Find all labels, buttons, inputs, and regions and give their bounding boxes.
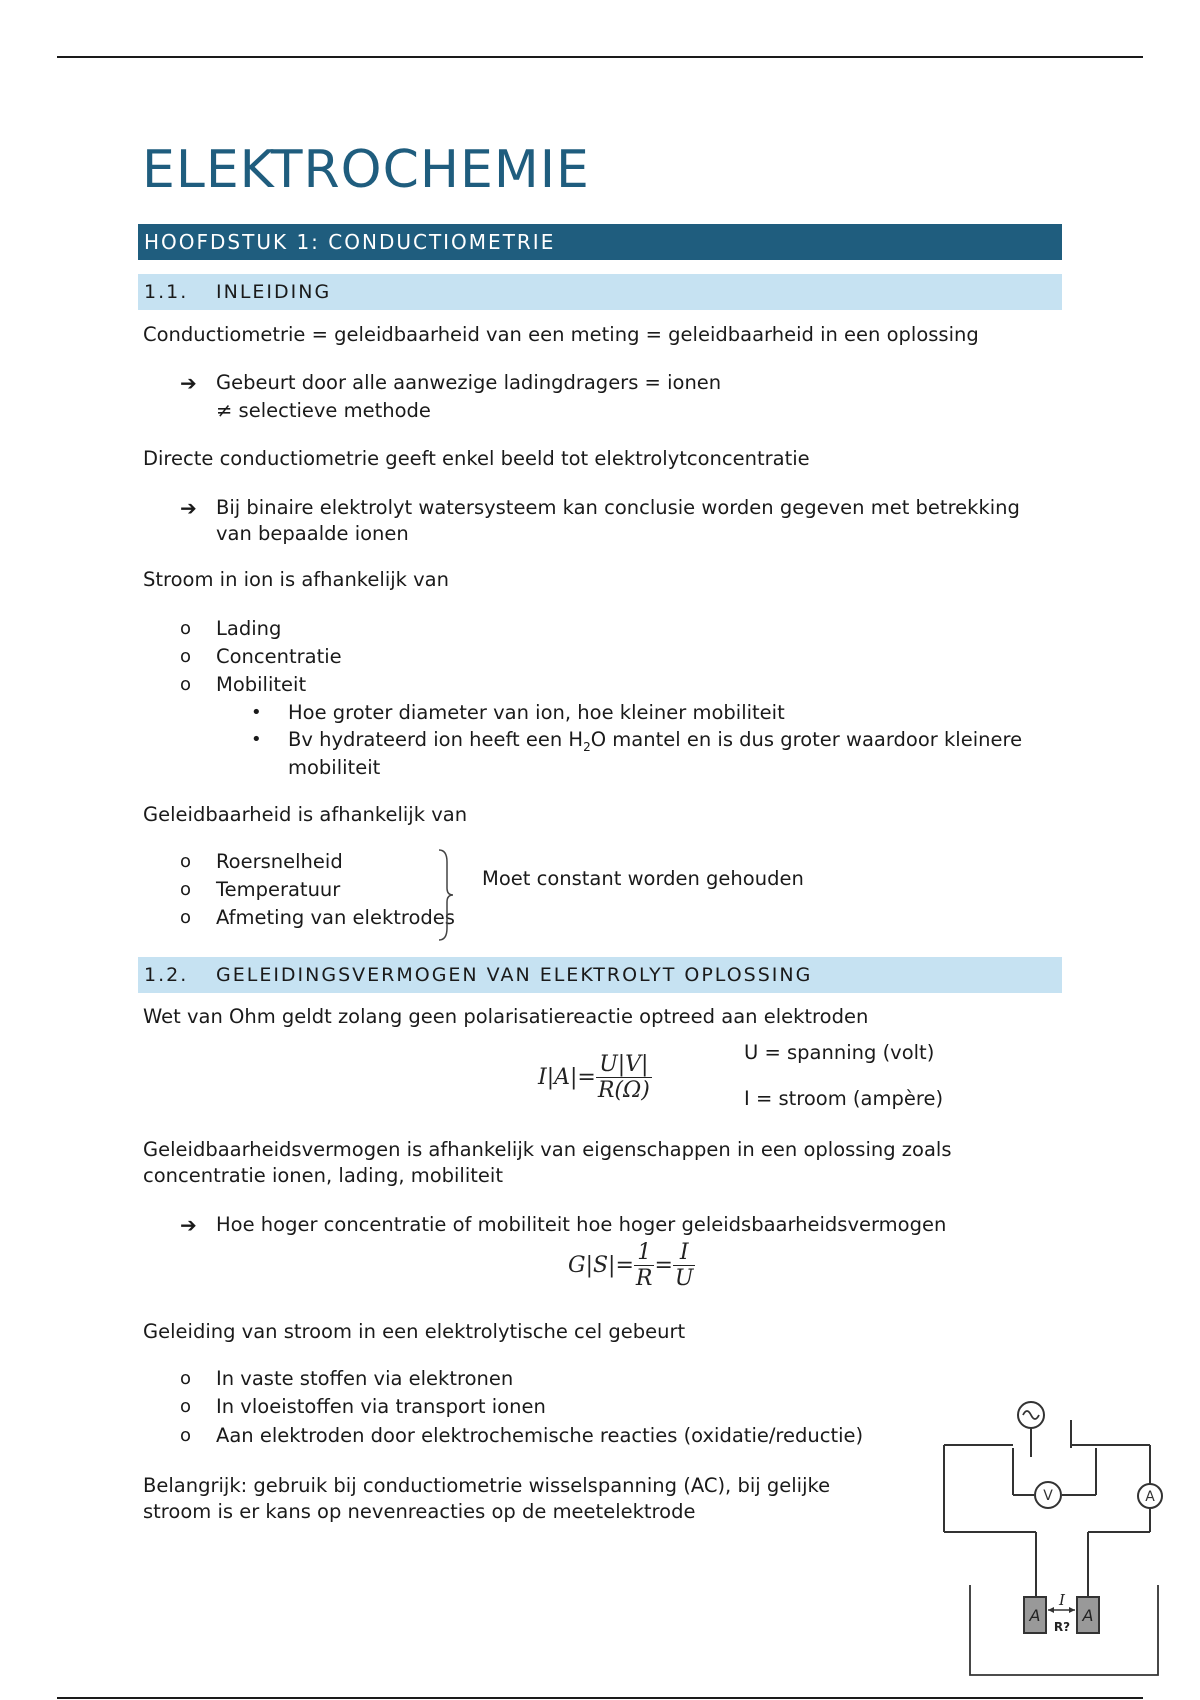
arrow-item-text: Gebeurt door alle aanwezige ladingdragers = ionen [216,371,722,394]
circle-bullet-icon: o [180,618,192,639]
list-item: Temperatuur [216,878,341,901]
circle-bullet-icon: o [180,646,192,667]
section-title: GELEIDINGSVERMOGEN VAN ELEKTROLYT OPLOSSING [216,964,813,986]
formula-numerator: 1 [634,1240,655,1266]
paragraph: stroom is er kans op nevenreacties op de meetelektrode [143,1500,696,1523]
paragraph: Directe conductiometrie geeft enkel beeld tot elektrolytconcentratie [143,447,810,470]
dot-bullet-icon: • [251,702,262,723]
formula-numerator: I [673,1240,696,1266]
ammeter-label: A [1145,1489,1155,1505]
legend-text: U = spanning (volt) [744,1041,935,1064]
section-heading-1-2 [138,957,1062,993]
list-item: In vloeistoffen via transport ionen [216,1395,546,1418]
formula-denominator: R(Ω) [597,1078,650,1103]
formula-denominator: U [674,1266,694,1291]
document-title: ELEKTROCHEMIE [142,140,590,200]
section-number: 1.1. [144,281,189,303]
footer-rule [57,1697,1143,1699]
circle-bullet-icon: o [180,851,192,872]
electrode-right-label: A [1082,1606,1094,1625]
current-label: I [1059,1591,1065,1609]
list-item: Afmeting van elektrodes [216,906,455,929]
legend-text: I = stroom (ampère) [744,1087,944,1110]
list-item: Aan elektroden door elektrochemische reacties (oxidatie/reductie) [216,1424,864,1447]
sub-list-item: Bv hydrateerd ion heeft een $H_2O$ mantel en is dus groter waardoor kleinere [288,728,1023,754]
chapter-heading: HOOFDSTUK 1: CONDUCTIOMETRIE [138,224,1062,260]
formula-denominator: R [635,1266,653,1291]
voltmeter-label: V [1043,1488,1053,1504]
sub-list-item: Hoe groter diameter van ion, hoe kleiner mobiliteit [288,701,785,724]
formula-lhs: G|S|= [568,1253,634,1278]
list-item: Lading [216,617,282,640]
sub-list-item-continued: mobiliteit [288,756,381,779]
arrow-icon: ➔ [180,371,197,395]
paragraph: Wet van Ohm geldt zolang geen polarisatiereactie optreed aan elektroden [143,1005,869,1028]
header-rule [57,56,1143,58]
section-title: INLEIDING [216,281,332,303]
section-number: 1.2. [144,964,189,986]
right-brace-icon [437,848,457,942]
resistance-label: R? [1053,1620,1071,1634]
conductance-formula [568,1240,695,1291]
section-heading-1-1 [138,274,1062,310]
arrow-item-text: ≠ selectieve methode [216,399,431,422]
paragraph: Conductiometrie = geleidbaarheid van een meting = geleidbaarheid in een oplossing [143,323,979,346]
circle-bullet-icon: o [180,879,192,900]
list-item: Concentratie [216,645,342,668]
paragraph: Geleiding van stroom in een elektrolytische cel gebeurt [143,1320,686,1343]
circle-bullet-icon: o [180,674,192,695]
paragraph: Belangrijk: gebruik bij conductiometrie wisselspanning (AC), bij gelijke [143,1474,831,1497]
electrode-left-label: A [1029,1606,1041,1625]
paragraph: concentratie ionen, lading, mobiliteit [143,1164,503,1187]
arrow-item-text: Bij binaire elektrolyt watersysteem kan conclusie worden gegeven met betrekking [216,496,1020,519]
arrow-icon: ➔ [180,1213,197,1237]
arrow-item-text: van bepaalde ionen [216,522,409,545]
paragraph: Stroom in ion is afhankelijk van [143,568,449,591]
circle-bullet-icon: o [180,1368,192,1389]
brace-note: Moet constant worden gehouden [482,867,804,890]
formula-equals: = [654,1253,673,1278]
circle-bullet-icon: o [180,1396,192,1417]
list-item: In vaste stoffen via elektronen [216,1367,514,1390]
arrow-icon: ➔ [180,496,197,520]
circle-bullet-icon: o [180,1425,192,1446]
list-item: Mobiliteit [216,673,307,696]
paragraph: Geleidbaarheidsvermogen is afhankelijk van eigenschappen in een oplossing zoals [143,1138,952,1161]
dot-bullet-icon: • [251,729,262,750]
list-item: Roersnelheid [216,850,343,873]
conductivity-circuit-diagram [938,1395,1170,1685]
ohm-formula [538,1052,652,1103]
paragraph: Geleidbaarheid is afhankelijk van [143,803,468,826]
arrow-item-text: Hoe hoger concentratie of mobiliteit hoe hoger geleidsbaarheidsvermogen [216,1213,947,1236]
circle-bullet-icon: o [180,907,192,928]
formula-numerator: U|V| [596,1052,652,1078]
formula-lhs: I|A|= [538,1065,596,1090]
